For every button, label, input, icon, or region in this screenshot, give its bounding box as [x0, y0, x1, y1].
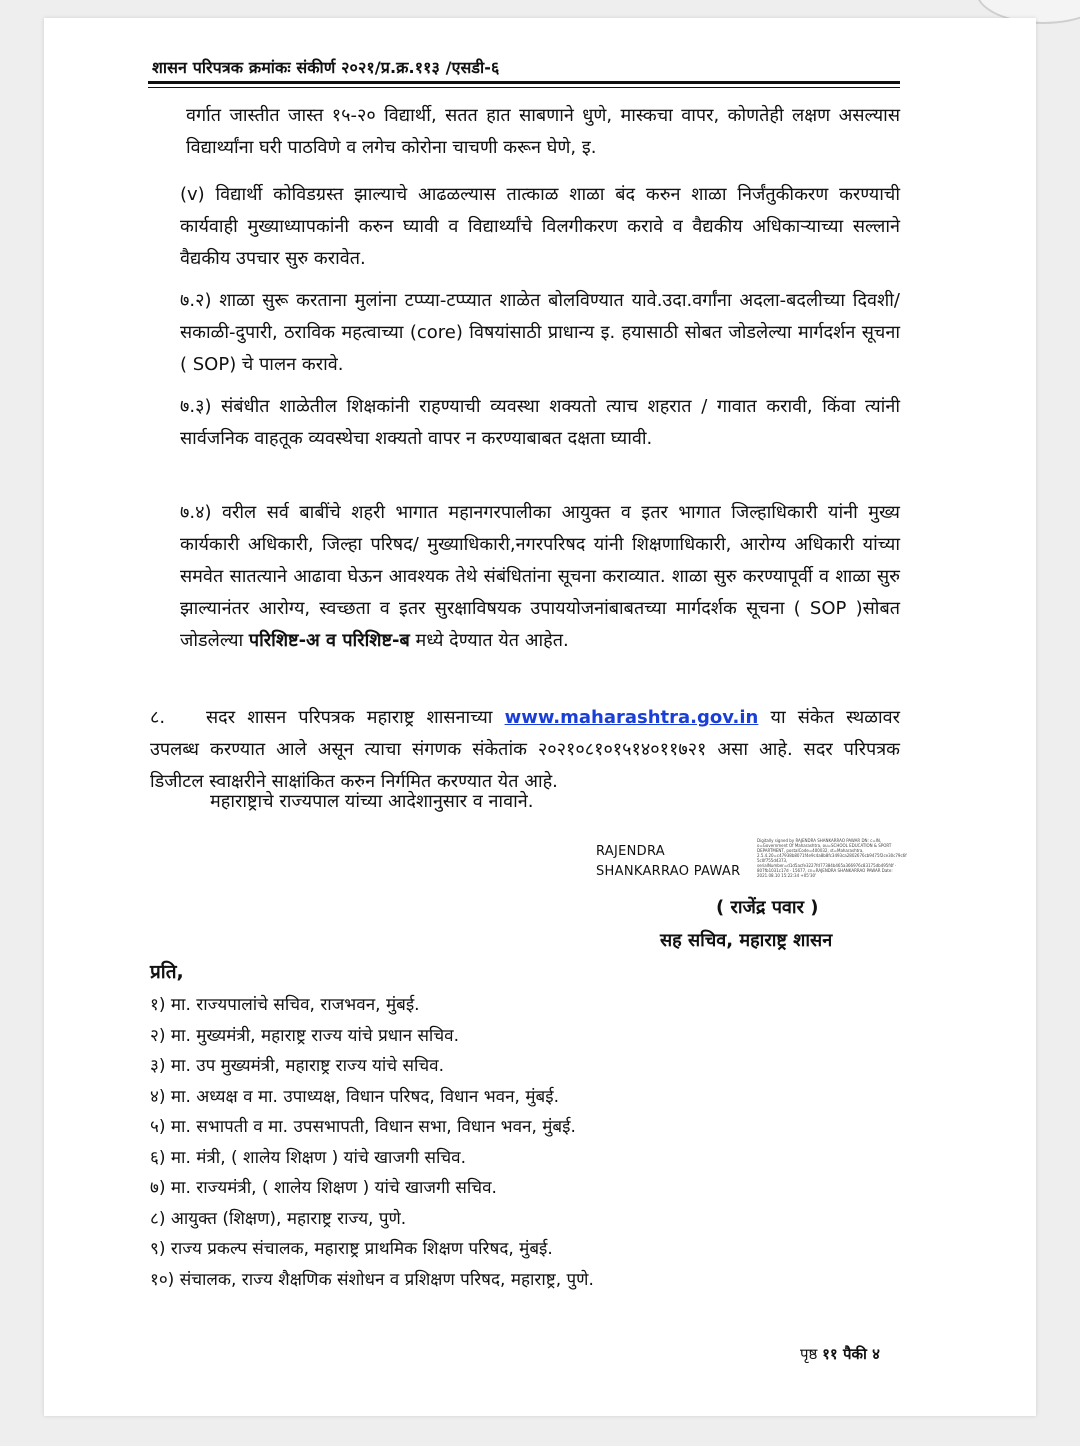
header-rule-thin	[148, 87, 900, 88]
paragraph-v: (v) विद्यार्थी कोविडग्रस्त झाल्याचे आढळल्यास तात्काळ शाळा बंद करुन शाळा निर्जंतुकीकरण करण्याची कार्यवाही मुख्याध्यापकांनी करुन घ्यावी व विद्यार्थ्यांचे विलगीकरण करावे व वैद्यकीय अधिकाऱ्याच्या सल्लाने वैद्यकीय उपचार सुरु करावेत.	[180, 184, 900, 269]
closing-statement: महाराष्ट्राचे राज्यपाल यांच्या आदेशानुसार व नावाने.	[210, 791, 534, 812]
paragraph-8-end: या संकेत स्थळावर उपलब्ध करण्यात आले असून त्याचा संगणक संकेतांक २०२१०८१०१५१४०११७२१ असा आहे. सदर परिपत्रक डिजीटल स्वाक्षरीने साक्षांकित करुन निर्गमित करण्यात येत आहे.	[150, 707, 900, 792]
paragraph-continuation: वर्गात जास्तीत जास्त १५-२० विद्यार्थी, सतत हात साबणाने धुणे, मास्कचा वापर, कोणतेही लक्षण असल्यास विद्यार्थ्यांना घरी पाठविणे व लगेच कोरोना चाचणी करून घेणे, इ.	[186, 105, 900, 158]
list-item: ९) राज्य प्रकल्प संचालक, महाराष्ट्र प्राथमिक शिक्षण परिषद, मुंबई.	[150, 1239, 553, 1259]
signature-name-line1: RAJENDRA	[596, 844, 665, 859]
digital-signature-name	[596, 842, 766, 882]
officer-name: ( राजेंद्र पवार )	[716, 897, 819, 918]
list-item: ३) मा. उप मुख्यमंत्री, महाराष्ट्र राज्य यांचे सचिव.	[150, 1056, 444, 1076]
list-item: ५) मा. सभापती व मा. उपसभापती, विधान सभा, विधान भवन, मुंबई.	[150, 1117, 576, 1137]
list-item: १०) संचालक, राज्य शैक्षणिक संशोधन व प्रशिक्षण परिषद, महाराष्ट्र, पुणे.	[150, 1269, 594, 1290]
list-item: ६) मा. मंत्री, ( शालेय शिक्षण ) यांचे खाजगी सचिव.	[150, 1147, 466, 1168]
list-item: ४) मा. अध्यक्ष व मा. उपाध्यक्ष, विधान परिषद, विधान भवन, मुंबई.	[150, 1086, 559, 1107]
paragraph-8-text: सदर शासन परिपत्रक महाराष्ट्र शासनाच्या	[206, 707, 505, 728]
recipients-label: प्रति,	[150, 961, 184, 983]
list-item: ८) आयुक्त (शिक्षण), महाराष्ट्र राज्य, पुणे.	[150, 1208, 407, 1229]
header-rule-thick	[148, 81, 900, 84]
paragraph-8-number: ८.	[150, 707, 166, 728]
paragraph-7-3: ७.३) संबंधीत शाळेतील शिक्षकांनी राहण्याची व्यवस्था शक्यतो त्याच शहरात / गावात करावी, किंवा त्यांनी सार्वजनिक वाहतूक व्यवस्थेचा शक्यतो वापर न करण्याबाबत दक्षता घ्यावी.	[180, 396, 900, 449]
paragraph-7-2: ७.२) शाळा सुरू करताना मुलांना टप्प्या-टप्प्यात शाळेत बोलविण्यात यावे.उदा.वर्गांना अदला-बदलीच्या दिवशी/ सकाळी-दुपारी, ठराविक महत्वाच्या (core) विषयांसाठी प्राधान्य इ. हयासाठी सोबत जोडलेल्या मार्गदर्शन सूचना ( SOP) चे पालन करावे.	[180, 290, 900, 375]
officer-title: सह सचिव, महाराष्ट्र शासन	[660, 930, 833, 951]
list-item: ७) मा. राज्यमंत्री, ( शालेय शिक्षण ) यांचे खाजगी सचिव.	[150, 1178, 497, 1198]
document-header-title: शासन परिपत्रक क्रमांकः संकीर्ण २०२१/प्र.क्र.११३ /एसडी-६	[152, 58, 500, 77]
signature-name-line2: SHANKARRAO PAWAR	[596, 864, 741, 879]
page-number-prefix: पृष्ठ	[800, 1345, 823, 1363]
website-link[interactable]: www.maharashtra.gov.in	[504, 707, 759, 728]
annexure-reference: परिशिष्ट-अ व परिशिष्ट-ब	[248, 630, 410, 651]
page-number	[800, 1344, 880, 1364]
recipients-list	[150, 990, 910, 1295]
list-item: २) मा. मुख्यमंत्री, महाराष्ट्र राज्य यांचे प्रधान सचिव.	[150, 1025, 459, 1046]
paragraph-7-4-text: ७.४) वरील सर्व बाबींचे शहरी भागात महानगरपालीका आयुक्त व इतर भागात जिल्हाधिकारी यांनी मुख्य कार्यकारी अधिकारी, जिल्हा परिषद/ मुख्याधिकारी,नगरपरिषद यांनी शिक्षणाधिकारी, आरोग्य अधिकारी यांच्या समवेत सातत्याने आढावा घेऊन आवश्यक तेथे संबंधितांना सूचना कराव्यात. शाळा सुरु करण्यापूर्वी व शाळा सुरु झाल्यानंतर आरोग्य, स्वच्छता व इतर सुरक्षाविषयक उपाययोजनांबाबतच्या मार्गदर्शक सूचना ( SOP )सोबत जोडलेल्या	[180, 502, 900, 651]
list-item: १) मा. राज्यपालांचे सचिव, राजभवन, मुंबई.	[150, 995, 420, 1015]
page-number-value: ११ पैकी ४	[822, 1345, 880, 1363]
paragraph-8	[150, 702, 900, 798]
digital-signature-details: Digitally signed by RAJENDRA SHANKARRAO PAWAR DN: c=IN, o=Government Of Maharashtra, ou=SCHOOL EDUCATION & SPORT DEPARTMENT, postalCode=400032, st=Maharashtra, 2.5.4.20=c47938b8071f4e9c4a8b8fc3493ca2802676cb9475f2ce30c79c6f5c0f755d4373, serialNumber=d1d5acfe3227fd77384b465a366976c83175db495f4f · 807fb1031c17d · 15677, cn=RAJENDRA SHANKARRAO PAWAR Date: 2021.08.10 15:22:34 +05'30'	[757, 838, 907, 878]
paragraph-7-4	[180, 497, 900, 657]
paragraph-7-4-end: मध्ये देण्यात येत आहेत.	[409, 630, 569, 651]
